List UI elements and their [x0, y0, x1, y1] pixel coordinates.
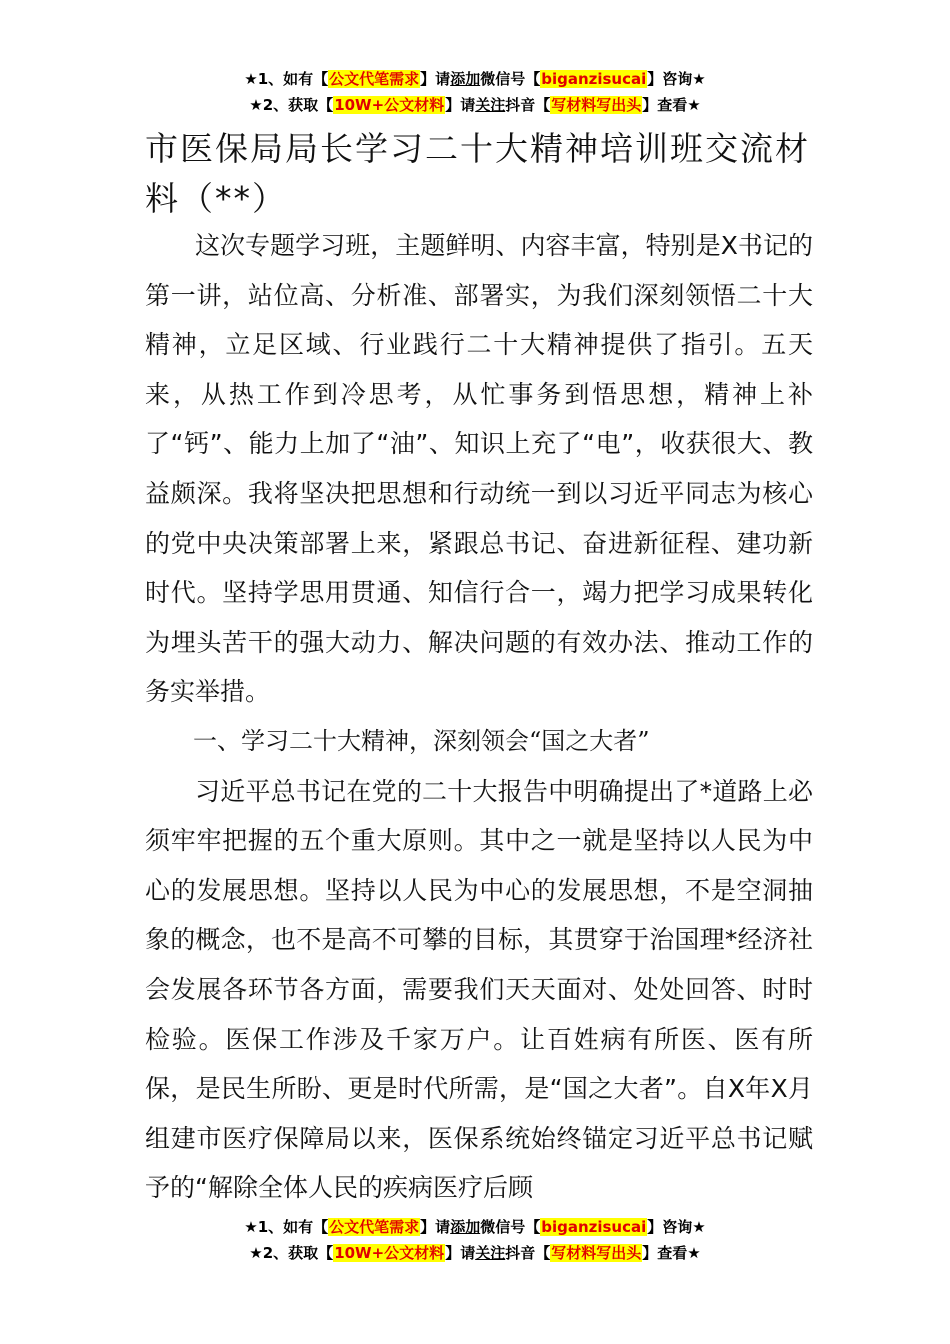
header-promo-banner — [0, 66, 950, 118]
promo-line-2: ★2、获取【10W+公文材料】请关注抖音【写材料写出头】查看★ — [249, 1244, 701, 1262]
promo-highlight: 10W+公文材料 — [334, 1244, 445, 1262]
promo-highlight: 10W+公文材料 — [334, 96, 445, 114]
footer-promo-banner — [0, 1214, 950, 1266]
body-paragraph: 习近平总书记在党的二十大报告中明确提出了*道路上必须牢牢把握的五个重大原则。其中之一就是坚持以人民为中心的发展思想。坚持以人民为中心的发展思想，不是空洞抽象的概念，也不是高不可攀的目标，其贯穿于治国理*经济社会发展各环节各方面，需要我们天天面对、处处回答、时时检验。医保工作涉及千家万户。让百姓病有所医、医有所保，是民生所盼、更是时代所需，是“国之大者”。自X年X月组建市医疗保障局以来，医保系统始终锚定习近平总书记赋予的“解除全体人民的疾病医疗后顾 — [145, 776, 813, 1203]
promo-wechat-id: biganzisucai — [541, 70, 647, 88]
document-title: 市医保局局长学习二十大精神培训班交流材料（**） — [145, 129, 810, 218]
document-body — [145, 221, 813, 1213]
promo-highlight: 公文代笔需求 — [329, 70, 420, 88]
promo-highlight: 公文代笔需求 — [329, 1218, 420, 1236]
promo-wechat-id: biganzisucai — [541, 1218, 647, 1236]
promo-line-2: ★2、获取【10W+公文材料】请关注抖音【写材料写出头】查看★ — [249, 96, 701, 114]
promo-douyin-id: 写材料写出头 — [551, 1244, 642, 1262]
section-heading: 一、学习二十大精神，深刻领会“国之大者” — [193, 726, 650, 755]
promo-line-1: ★1、如有【公文代笔需求】请添加微信号【biganzisucai】咨询★ — [244, 70, 706, 88]
promo-douyin-id: 写材料写出头 — [551, 96, 642, 114]
promo-line-1: ★1、如有【公文代笔需求】请添加微信号【biganzisucai】咨询★ — [244, 1218, 706, 1236]
intro-paragraph: 这次专题学习班，主题鲜明、内容丰富，特别是X书记的第一讲，站位高、分析准、部署实，为我们深刻领悟二十大精神，立足区域、行业践行二十大精神提供了指引。五天来，从热工作到冷思考，从忙事务到悟思想，精神上补了“钙”、能力上加了“油”、知识上充了“电”，收获很大、教益颇深。我将坚决把思想和行动统一到以习近平同志为核心的党中央决策部署上来，紧跟总书记、奋进新征程、建功新时代。坚持学思用贯通、知信行合一，竭力把学习成果转化为埋头苦干的强大动力、解决问题的有效办法、推动工作的务实举措。 — [145, 231, 813, 707]
